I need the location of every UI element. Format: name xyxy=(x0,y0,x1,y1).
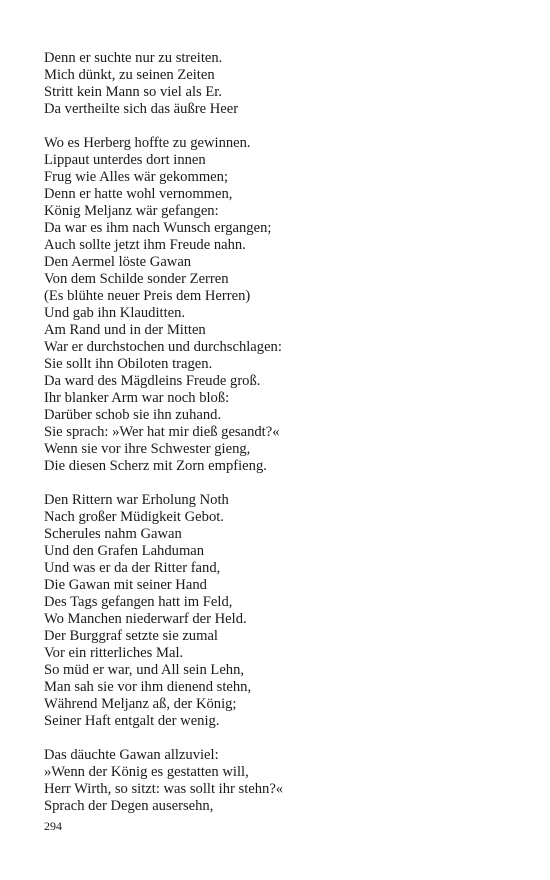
verse-line: Herr Wirth, so sitzt: was sollt ihr stehn?« xyxy=(44,781,284,797)
verse-line: (Es blühte neuer Preis dem Herren) xyxy=(44,288,251,304)
verse-line: Mich dünkt, zu seinen Zeiten xyxy=(44,67,215,83)
poem-text xyxy=(44,50,514,832)
verse-line: Den Rittern war Erholung Noth xyxy=(44,492,229,508)
verse-line: Wenn sie vor ihre Schwester gieng, xyxy=(44,441,251,457)
verse-line: Am Rand und in der Mitten xyxy=(44,322,206,338)
stanza-3 xyxy=(44,492,514,730)
verse-line: Die diesen Scherz mit Zorn empfieng. xyxy=(44,458,267,474)
verse-line: Während Meljanz aß, der König; xyxy=(44,696,237,712)
verse-line: Die Gawan mit seiner Hand xyxy=(44,577,207,593)
verse-line: Nach großer Müdigkeit Gebot. xyxy=(44,509,224,525)
verse-line: Und was er da der Ritter fand, xyxy=(44,560,221,576)
verse-line: Das däuchte Gawan allzuviel: xyxy=(44,747,219,763)
verse-line: Frug wie Alles wär gekommen; xyxy=(44,169,229,185)
verse-line: Sie sollt ihn Obiloten tragen. xyxy=(44,356,213,372)
verse-line: Denn er hatte wohl vernommen, xyxy=(44,186,233,202)
verse-line: Scherules nahm Gawan xyxy=(44,526,182,542)
verse-line: »Wenn der König es gestatten will, xyxy=(44,764,249,780)
verse-line: Sprach der Degen ausersehn, xyxy=(44,798,214,814)
verse-line: Da vertheilte sich das äußre Heer xyxy=(44,101,239,117)
verse-line: Der Burggraf setzte sie zumal xyxy=(44,628,218,644)
stanza-2 xyxy=(44,135,514,475)
verse-line: Auch sollte jetzt ihm Freude nahn. xyxy=(44,237,246,253)
verse-line: Man sah sie vor ihm dienend stehn, xyxy=(44,679,252,695)
verse-line: Da ward des Mägdleins Freude groß. xyxy=(44,373,261,389)
page-number: 294 xyxy=(44,819,62,833)
verse-line: Da war es ihm nach Wunsch ergangen; xyxy=(44,220,272,236)
verse-line: War er durchstochen und durchschlagen: xyxy=(44,339,282,355)
verse-line: König Meljanz wär gefangen: xyxy=(44,203,219,219)
verse-line: Und gab ihn Klauditten. xyxy=(44,305,186,321)
verse-line: Wo es Herberg hoffte zu gewinnen. xyxy=(44,135,251,151)
stanza-1 xyxy=(44,50,514,118)
verse-line: Den Aermel löste Gawan xyxy=(44,254,192,270)
verse-line: Des Tags gefangen hatt im Feld, xyxy=(44,594,233,610)
verse-line: Seiner Haft entgalt der wenig. xyxy=(44,713,220,729)
verse-line: Denn er suchte nur zu streiten. xyxy=(44,50,223,66)
verse-line: Von dem Schilde sonder Zerren xyxy=(44,271,229,287)
verse-line: Und den Grafen Lahduman xyxy=(44,543,205,559)
verse-line: Ihr blanker Arm war noch bloß: xyxy=(44,390,230,406)
verse-line: Stritt kein Mann so viel als Er. xyxy=(44,84,222,100)
verse-line: Darüber schob sie ihn zuhand. xyxy=(44,407,222,423)
stanza-4 xyxy=(44,747,514,815)
verse-line: Vor ein ritterliches Mal. xyxy=(44,645,184,661)
verse-line: Wo Manchen niederwarf der Held. xyxy=(44,611,247,627)
verse-line: Sie sprach: »Wer hat mir dieß gesandt?« xyxy=(44,424,280,440)
verse-line: Lippaut unterdes dort innen xyxy=(44,152,206,168)
verse-line: So müd er war, und All sein Lehn, xyxy=(44,662,245,678)
